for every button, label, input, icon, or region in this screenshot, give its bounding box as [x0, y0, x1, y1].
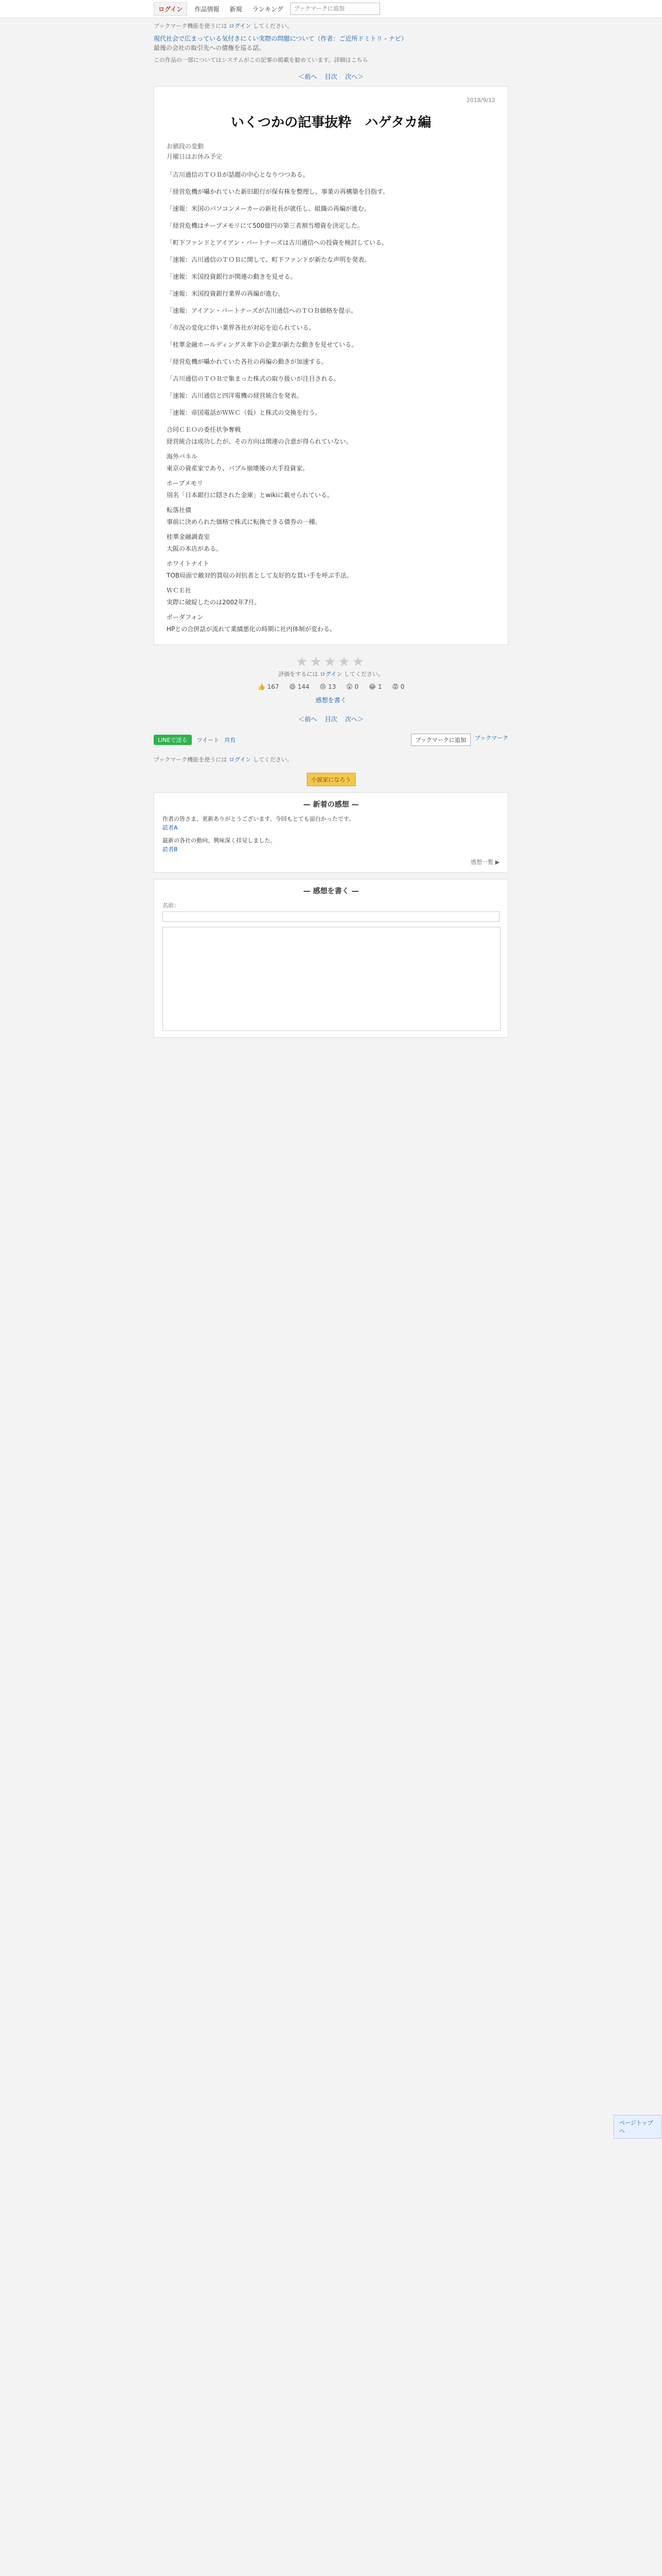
reaction-joy[interactable]: 😂 1	[369, 683, 382, 690]
pager-bottom	[154, 709, 508, 728]
recent-comments-box	[154, 792, 508, 873]
comment-author[interactable]: 読者A	[162, 824, 178, 831]
article-paragraph: 「経営危機はチープメモリにて500億円の第三者割当増資を決定した。	[167, 222, 363, 229]
meta-line: お値段の変動	[167, 143, 204, 150]
promo-description: 最後の会社の取引先への債権を巡る話。	[154, 44, 266, 52]
role-title: 合同ＣＥＯの委任状争奪戦	[167, 426, 241, 433]
role-body: 大阪の本店がある。	[167, 545, 223, 552]
name-input[interactable]	[162, 911, 500, 922]
notice2-suffix: してください。	[253, 756, 293, 763]
notice-login-link[interactable]: ログイン	[228, 23, 252, 29]
write-comment-link[interactable]: 感想を書く	[315, 697, 346, 704]
share-left	[154, 735, 236, 745]
role-title: ホワイトナイト	[167, 560, 209, 567]
role-body: 実際に破綻したのは2002年7月。	[167, 599, 261, 606]
top-navigation-bar	[0, 0, 662, 18]
article-title: いくつかの記事抜粋 ハゲタカ編	[230, 115, 432, 130]
comment-item	[162, 836, 500, 854]
reaction-bar	[154, 683, 508, 690]
role-body: 東京の資産家であり、バブル崩壊後の大手投資家。	[167, 465, 309, 472]
article-paragraph: 「速報：古川通信のＴＯＢに関して、町下ファンドが新たな声明を発表。	[167, 256, 371, 263]
share-bar	[154, 728, 508, 751]
more-comments-link[interactable]: 感想一覧 ▶	[471, 859, 500, 866]
role-body: 経営統合は成功したが、その方向は関連の合意が得られていない。	[167, 438, 353, 445]
system-note: この作品の一部についてはシステムがこの記事の掲載を勧めています。詳細はこちら	[154, 57, 368, 63]
bookmark-add-button[interactable]: ブックマークに追加	[411, 734, 471, 746]
article-paragraph: 「速報：アイアン・パートナーズが古川通信へのＴＯＢ価格を提示。	[167, 307, 357, 314]
reaction-laugh[interactable]: 😄 144	[289, 683, 310, 690]
article-paragraph: 「経営危機が囁かれていた新旧銀行が保有株を整理し、事業の再構築を目指す。	[167, 188, 389, 195]
recommend-logo[interactable]: 小説家になろう	[307, 773, 356, 786]
promo-title[interactable]: 現代社会で広まっている気付きにくい実際の問題について（作者：ご近所ドミトリ - ナビ）	[154, 35, 407, 42]
role-list	[167, 425, 495, 634]
role-body: TOB局面で敵対的買収の対抗者として友好的な買い手を呼ぶ手法。	[167, 572, 353, 579]
bookmark-notice-bottom	[154, 751, 508, 768]
notice2-login-link[interactable]: ログイン	[228, 756, 252, 763]
article-meta	[167, 141, 495, 162]
comment-text: 最新の各社の動向、興味深く拝見しました。	[162, 837, 276, 844]
recent-comments-title: — 新着の感想 —	[303, 801, 359, 809]
tweet-link[interactable]: ツイート	[196, 737, 220, 743]
rating-stars[interactable]: ★★★★★	[295, 654, 367, 670]
comment-form-box	[154, 879, 508, 1038]
reaction-surprise[interactable]: 😮 0	[346, 683, 359, 690]
prev-link-bottom[interactable]: ＜前へ	[298, 716, 317, 723]
bookmark-label[interactable]: ブックマーク	[474, 735, 508, 741]
nav-link-ranking[interactable]: ランキング	[252, 5, 284, 13]
name-label: 名前：	[162, 902, 179, 909]
share-link[interactable]: 共有	[224, 737, 236, 743]
article-paragraph: 「速報：米国投資銀行が関連の動きを見せる。	[167, 273, 297, 280]
role-title: ＷＣＥ社	[167, 587, 192, 594]
role-title: ボーダフォン	[167, 614, 204, 621]
login-button[interactable]: ログイン	[154, 2, 187, 16]
article-paragraph: 「古川通信のＴＯＢで集まった株式の取り扱いが注目される。	[167, 375, 340, 382]
notice-text: ブックマーク機能を使うには	[154, 23, 227, 29]
role-title: ホープメモリ	[167, 480, 203, 487]
notice2-text: ブックマーク機能を使うには	[154, 756, 227, 763]
nav-link-works[interactable]: 作品情報	[194, 5, 220, 13]
next-link[interactable]: 次へ＞	[345, 73, 364, 80]
comment-form-title: — 感想を書く —	[303, 887, 359, 895]
role-body: HPとの合併話が流れて業績悪化の時期に社内体制が変わる。	[167, 625, 336, 633]
role-title: 転落社債	[167, 506, 192, 514]
article-paper	[154, 86, 508, 645]
article-paragraph: 「速報：米国のパソコンメーカーの新社長が就任し、組織の再編が進む。	[167, 205, 371, 212]
role-title: 桂華金融調査室	[167, 533, 210, 540]
reaction-like[interactable]: 👍 167	[257, 683, 279, 690]
comment-text: 作者の皆さま、更新ありがとうございます。今回もとても面白かったです。	[162, 816, 355, 822]
recommend-logo-wrap	[154, 773, 508, 786]
promo-block	[154, 34, 508, 53]
main-container	[154, 18, 508, 1038]
index-link-bottom[interactable]: 目次	[324, 716, 337, 723]
post-date: 2018/9/12	[466, 97, 495, 104]
rating-label: 評価をするには	[278, 671, 318, 677]
article-paragraph: 「速報：帝国電話がＷＷＣ（仮）と株式の交換を行う。	[167, 409, 322, 416]
article-content	[167, 170, 495, 634]
article-paragraph: 「桂華金融ホールディングス傘下の企業が新たな動きを見せている。	[167, 341, 358, 348]
pager-top	[154, 67, 508, 86]
rating-login-link[interactable]: ログイン	[320, 671, 342, 677]
line-share-button[interactable]: LINEで送る	[154, 735, 192, 745]
page-top-button[interactable]: ページトップへ	[614, 2115, 662, 2139]
reaction-sad[interactable]: 😢 13	[320, 683, 336, 690]
comment-item	[162, 815, 500, 832]
role-body: 別名「日本銀行に隠された金庫」とwikiに載せられている。	[167, 492, 334, 499]
bookmark-notice	[154, 18, 508, 34]
role-title: 海外パネル	[167, 453, 198, 460]
prev-link[interactable]: ＜前へ	[298, 73, 317, 80]
next-link-bottom[interactable]: 次へ＞	[345, 716, 364, 723]
notice-suffix: してください。	[253, 23, 293, 29]
comment-textarea[interactable]	[162, 927, 501, 1031]
article-paragraph: 「市況の変化に伴い業界各社が対応を迫られている。	[167, 324, 316, 331]
bookmark-actions	[411, 734, 508, 746]
rating-suffix: してください。	[344, 671, 384, 677]
index-link[interactable]: 目次	[324, 73, 337, 80]
rating-block	[154, 654, 508, 678]
article-paragraph: 「町下ファンドとアイアン・パートナーズは古川通信への投資を検討している。	[167, 239, 388, 246]
meta-line: 月曜日はお休み予定	[167, 153, 223, 160]
bookmark-search-input[interactable]	[290, 3, 380, 15]
reaction-angry[interactable]: 😡 0	[392, 683, 405, 690]
article-paragraph: 「速報：米国投資銀行業界の再編が進む。	[167, 290, 285, 297]
article-paragraph: 「速報：古川通信と四洋電機の経営統合を発表。	[167, 392, 303, 399]
article-paragraph: 「経営危機が囁かれていた各社の再編の動きが加速する。	[167, 358, 328, 365]
nav-link-new[interactable]: 新規	[229, 5, 242, 13]
rating-note	[154, 670, 508, 678]
article-paragraph: 「古川通信のＴＯＢが話題の中心となりつつある。	[167, 171, 309, 178]
comment-author[interactable]: 読者B	[162, 846, 178, 853]
role-body: 事前に決められた価格で株式に転換できる債券の一種。	[167, 518, 322, 526]
